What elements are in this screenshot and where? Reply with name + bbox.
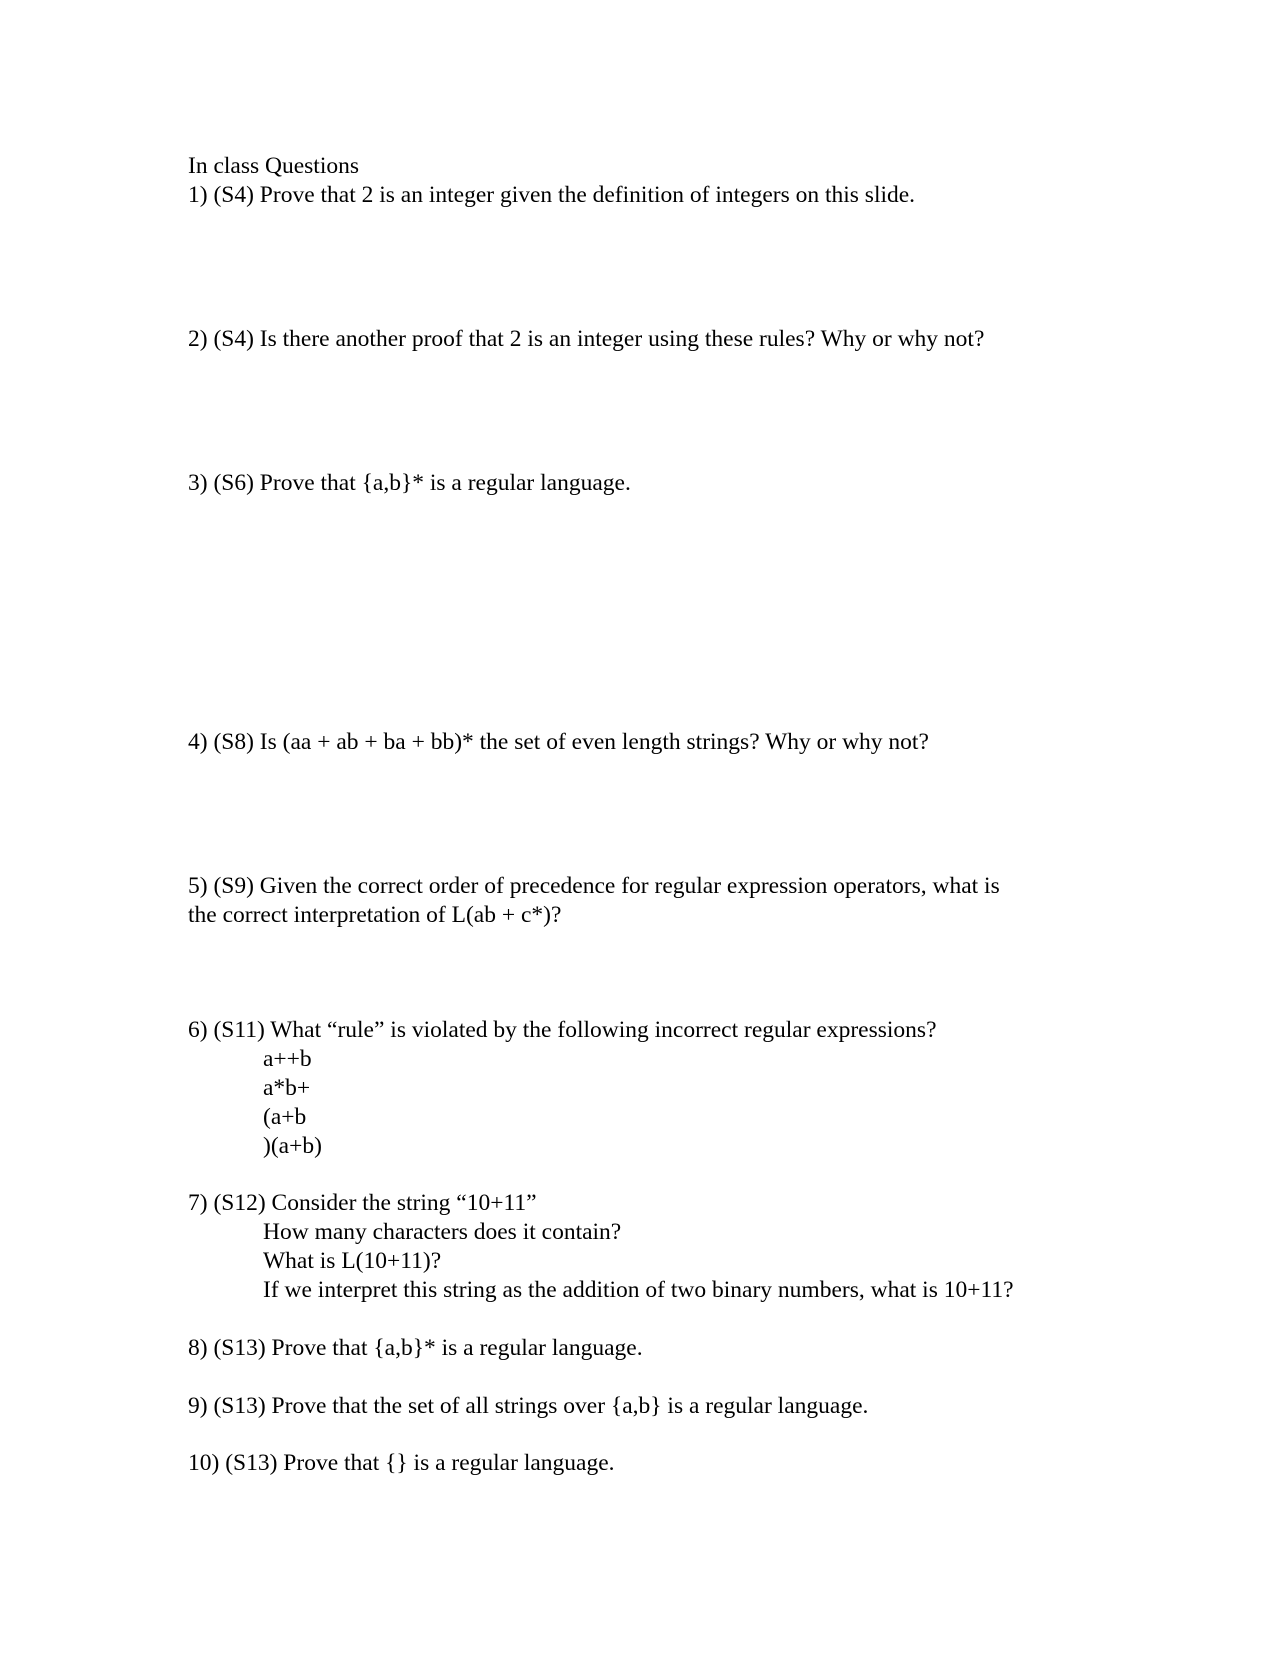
question-7-subquestion: If we interpret this string as the addition of two binary numbers, what is 10+11?	[263, 1277, 1014, 1303]
question-7-subquestion: What is L(10+11)?	[263, 1248, 442, 1274]
question-3: 3) (S6) Prove that {a,b}* is a regular language.	[188, 470, 631, 496]
question-6-expression: (a+b	[263, 1104, 307, 1130]
question-5-line-2: the correct interpretation of L(ab + c*)?	[188, 902, 562, 928]
question-2: 2) (S4) Is there another proof that 2 is an integer using these rules? Why or why not?	[188, 326, 985, 352]
question-6-expression: )(a+b)	[263, 1133, 322, 1159]
question-4: 4) (S8) Is (aa + ab + ba + bb)* the set of even length strings? Why or why not?	[188, 729, 929, 755]
question-8: 8) (S13) Prove that {a,b}* is a regular language.	[188, 1335, 643, 1361]
question-9: 9) (S13) Prove that the set of all strings over {a,b} is a regular language.	[188, 1393, 869, 1419]
question-7-subquestion: How many characters does it contain?	[263, 1219, 622, 1245]
question-5-line-1: 5) (S9) Given the correct order of precedence for regular expression operators, what is	[188, 873, 1000, 899]
question-6: 6) (S11) What “rule” is violated by the following incorrect regular expressions?	[188, 1017, 937, 1043]
question-7: 7) (S12) Consider the string “10+11”	[188, 1190, 537, 1216]
document-heading: In class Questions	[188, 153, 360, 179]
question-6-expression: a++b	[263, 1046, 312, 1072]
question-10: 10) (S13) Prove that {} is a regular language.	[188, 1450, 615, 1476]
question-6-expression: a*b+	[263, 1075, 311, 1101]
question-1: 1) (S4) Prove that 2 is an integer given the definition of integers on this slide.	[188, 182, 916, 208]
